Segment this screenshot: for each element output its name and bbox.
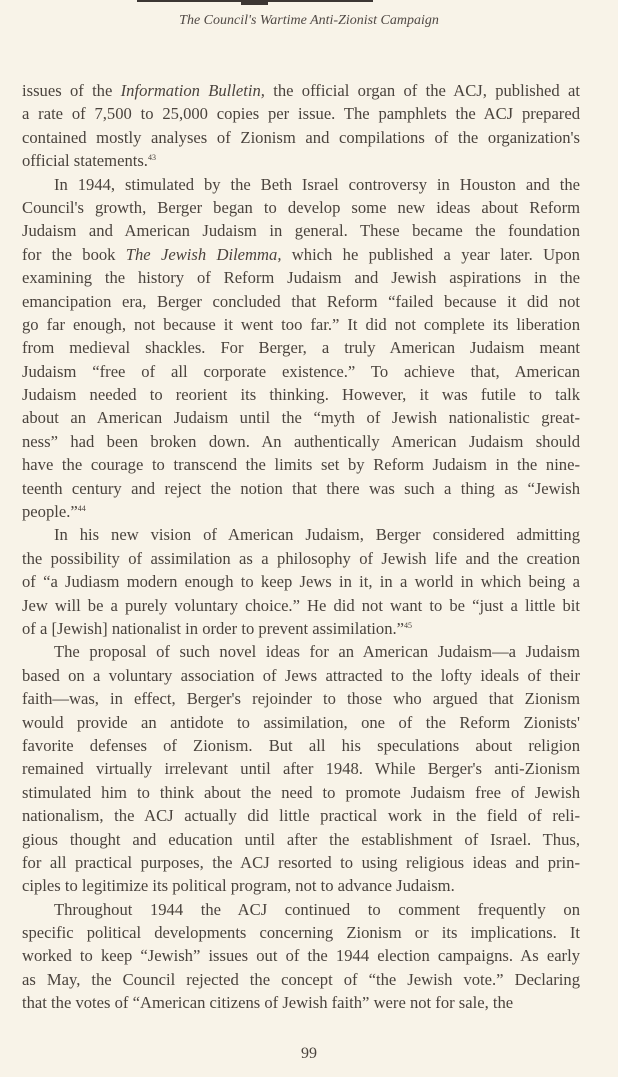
text-run: as May, the Council rejected the concept of “the Jewish vote.” Declaring bbox=[22, 969, 580, 989]
text-run: that the votes of “American citizens of Jewish faith” were not for sale, the bbox=[22, 993, 514, 1013]
text-line bbox=[22, 828, 580, 851]
text-run: about an American Judaism until the “myth of Jewish nationalistic great- bbox=[22, 408, 580, 428]
text-run: Council's growth, Berger began to develop some new ideas about Reform bbox=[22, 197, 580, 217]
text-line bbox=[22, 968, 580, 991]
text-run: faith—was, in effect, Berger's rejoinder to those who argued that Zionism bbox=[22, 689, 580, 709]
text-run: teenth century and reject the notion that there was such a thing as “Jewish bbox=[22, 478, 580, 498]
running-head: The Council's Wartime Anti-Zionist Campaign bbox=[179, 13, 439, 28]
text-run: gious thought and education until after the establishment of Israel. Thus, bbox=[22, 829, 580, 849]
text-line bbox=[22, 734, 580, 757]
text-line bbox=[22, 851, 580, 874]
footnote-ref: 43 bbox=[147, 153, 156, 163]
body-text bbox=[22, 79, 580, 1015]
text-line bbox=[22, 336, 580, 359]
text-run: specific political developments concerning Zionism or its implications. It bbox=[22, 923, 580, 943]
text-line bbox=[22, 944, 580, 967]
text-run: examining the history of Reform Judaism and Jewish aspirations in the bbox=[22, 268, 580, 288]
text-line bbox=[22, 173, 580, 196]
text-line bbox=[22, 640, 580, 663]
text-line bbox=[22, 711, 580, 734]
text-run: emancipation era, Berger concluded that Reform “failed because it did not bbox=[22, 291, 580, 311]
text-run: for the book bbox=[22, 244, 126, 264]
text-line bbox=[22, 360, 580, 383]
text-run: contained mostly analyses of Zionism and compilations of the organization's bbox=[22, 127, 580, 147]
text-line bbox=[22, 617, 580, 640]
text-run: Judaism and American Judaism in general. These became the foundation bbox=[22, 221, 580, 241]
text-run: In 1944, stimulated by the Beth Israel controversy in Houston and the bbox=[54, 174, 580, 194]
text-line bbox=[22, 477, 580, 500]
text-run: ciples to legitimize its political program, not to advance Judaism. bbox=[22, 876, 455, 896]
text-line bbox=[22, 781, 580, 804]
footnote-ref: 45 bbox=[404, 620, 413, 630]
text-run: would provide an antidote to assimilation, one of the Reform Zionists' bbox=[22, 712, 580, 732]
text-run: ness” had been broken down. An authentically American Judaism should bbox=[22, 431, 580, 451]
text-run: the possibility of assimilation as a philosophy of Jewish life and the creation bbox=[22, 548, 580, 568]
text-line bbox=[22, 804, 580, 827]
text-run: have the courage to transcend the limits set by Reform Judaism in the nine- bbox=[22, 455, 580, 475]
text-line bbox=[22, 430, 580, 453]
text-run: In his new vision of American Judaism, Berger considered admitting bbox=[54, 525, 580, 545]
text-line bbox=[22, 243, 580, 266]
text-line bbox=[22, 757, 580, 780]
paragraph bbox=[22, 173, 580, 524]
text-line bbox=[22, 687, 580, 710]
italic-title: The Jewish Dilemma, bbox=[125, 244, 282, 264]
paragraph bbox=[22, 79, 580, 173]
text-run: from medieval shackles. For Berger, a truly American Judaism meant bbox=[22, 338, 580, 358]
text-line bbox=[22, 149, 580, 172]
text-run: Judaism needed to reorient its thinking. However, it was futile to talk bbox=[22, 385, 580, 405]
text-run: for all practical purposes, the ACJ resorted to using religious ideas and prin- bbox=[22, 852, 580, 872]
text-run: the official organ of the ACJ, published at bbox=[264, 81, 580, 100]
italic-title: Information Bulletin, bbox=[120, 81, 265, 100]
text-line bbox=[22, 266, 580, 289]
footnote-ref: 44 bbox=[77, 504, 86, 514]
text-line bbox=[22, 547, 580, 570]
text-run: issues of the bbox=[22, 81, 121, 100]
text-line bbox=[22, 594, 580, 617]
text-line bbox=[22, 126, 580, 149]
text-run: Throughout 1944 the ACJ continued to comment frequently on bbox=[54, 899, 580, 919]
text-line bbox=[22, 290, 580, 313]
text-run: which he published a year later. Upon bbox=[281, 244, 580, 264]
text-line bbox=[22, 383, 580, 406]
text-line bbox=[22, 991, 580, 1014]
text-run: worked to keep “Jewish” issues out of the 1944 election campaigns. As early bbox=[22, 946, 580, 966]
header-rule-mark bbox=[241, 0, 268, 5]
text-run: Judaism “free of all corporate existence.” To achieve that, American bbox=[22, 361, 580, 381]
text-run: based on a voluntary association of Jews attracted to the lofty ideals of their bbox=[22, 665, 580, 685]
text-line bbox=[22, 313, 580, 336]
text-line bbox=[22, 664, 580, 687]
text-line bbox=[22, 921, 580, 944]
text-line bbox=[22, 570, 580, 593]
text-run: remained virtually irrelevant until after 1948. While Berger's anti-Zionism bbox=[22, 759, 580, 779]
text-line bbox=[22, 874, 580, 897]
text-line bbox=[22, 219, 580, 242]
text-run: people.” bbox=[22, 502, 78, 522]
text-line bbox=[22, 500, 580, 523]
paragraph bbox=[22, 523, 580, 640]
text-line bbox=[22, 898, 580, 921]
text-line bbox=[22, 196, 580, 219]
text-run: a rate of 7,500 to 25,000 copies per issue. The pamphlets the ACJ prepared bbox=[22, 104, 580, 124]
text-line bbox=[22, 79, 580, 102]
text-run: go far enough, not because it went too far.” It did not complete its liberation bbox=[22, 314, 580, 334]
text-run: of a [Jewish] nationalist in order to prevent assimilation.” bbox=[22, 618, 405, 638]
text-run: Jew will be a purely voluntary choice.” He did not want to be “just a little bit bbox=[22, 595, 580, 615]
text-run: stimulated him to think about the need to promote Judaism free of Jewish bbox=[22, 782, 580, 802]
page-number: 99 bbox=[301, 1045, 317, 1062]
text-run: nationalism, the ACJ actually did little practical work in the field of reli- bbox=[22, 806, 580, 826]
text-run: official statements. bbox=[22, 151, 148, 171]
text-line bbox=[22, 406, 580, 429]
text-run: of “a Judiasm modern enough to keep Jews in it, in a world in which being a bbox=[22, 572, 580, 592]
paragraph bbox=[22, 898, 580, 1015]
paragraph bbox=[22, 640, 580, 897]
text-run: favorite defenses of Zionism. But all his speculations about religion bbox=[22, 735, 580, 755]
text-run: The proposal of such novel ideas for an American Judaism—a Judaism bbox=[54, 642, 580, 662]
text-line bbox=[22, 453, 580, 476]
text-line bbox=[22, 523, 580, 546]
text-line bbox=[22, 102, 580, 125]
